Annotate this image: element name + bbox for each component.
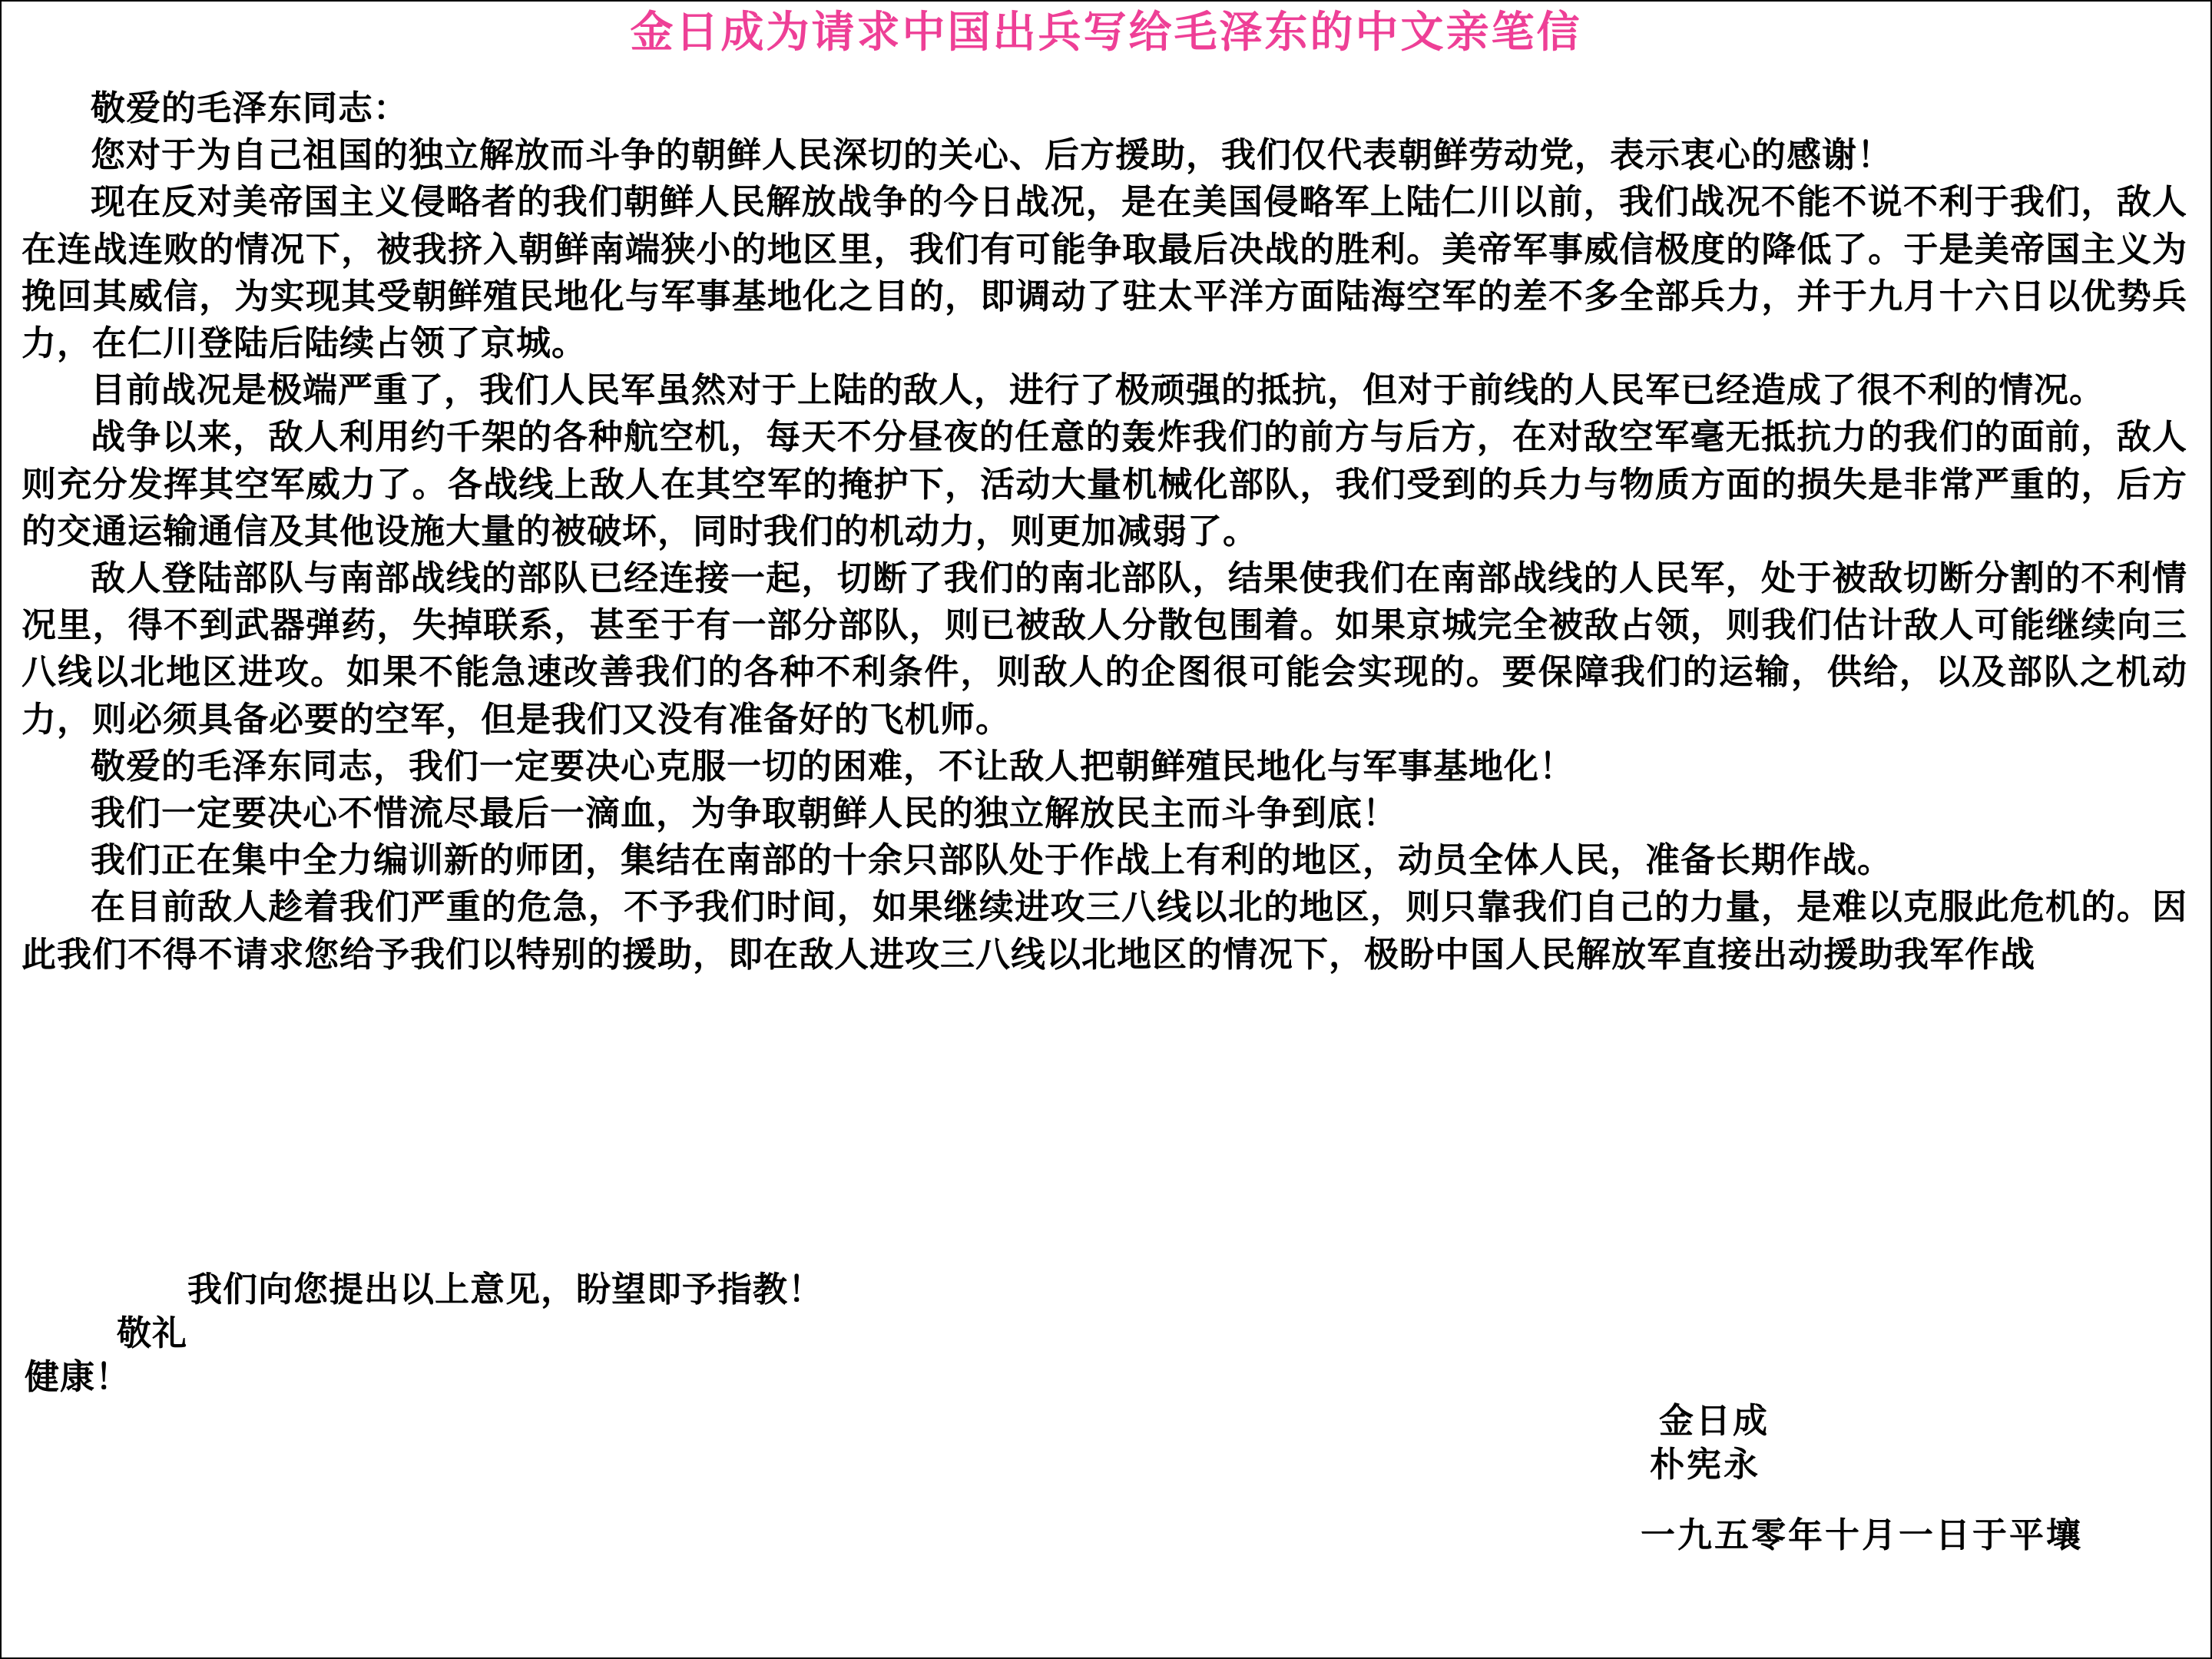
closing-salute: 敬礼 (117, 1313, 188, 1353)
closing-request: 我们向您提出以上意见，盼望即予指教！ (187, 1269, 824, 1310)
paragraph-air-war: 战争以来，敌人利用约千架的各种航空机，每天不分昼夜的任意的轰炸我们的前方与后方，在对敌空军毫无抵抗力的我们的面前，敌人则充分发挥其空军威力了。各战线上敌人在其空军的掩护下，活动大量机械化部队，我们受到的兵力与物质方面的损失是非常严重的，后方的交通运输通信及其他设施大量的被破坏，同时我们的机动力，则更加减弱了。 (22, 416, 2187, 551)
document-title: 金日成为请求中国出兵写给毛泽东的中文亲笔信 (630, 8, 1582, 58)
salutation: 敬爱的毛泽东同志： (91, 88, 409, 128)
paragraph-situation: 现在反对美帝国主义侵略者的我们朝鲜人民解放战争的今日战况，是在美国侵略军上陆仁川以前，我们战况不能不说不利于我们，敌人在连战连败的情况下，被我挤入朝鲜南端狭小的地区里，我们有可能争取最后决战的胜利。美帝军事威信极度的降低了。于是美帝国主义为挽回其威信，为实现其受朝鲜殖民地化与军事基地化之目的，即调动了驻太平洋方面陆海空军的差不多全部兵力，并于九月十六日以优势兵力，在仁川登陆后陆续占领了京城。 (22, 181, 2187, 364)
paragraph-serious: 目前战况是极端严重了，我们人民军虽然对于上陆的敌人，进行了极顽强的抵抗，但对于前线的人民军已经造成了很不利的情况。 (91, 369, 2105, 411)
paragraph-thanks: 您对于为自己祖国的独立解放而斗争的朝鲜人民深切的关心、后方援助，我们仅代表朝鲜劳动党，表示衷心的感谢！ (91, 134, 1893, 176)
signature-kim-il-sung: 金日成 (1659, 1400, 1770, 1441)
date-and-place: 一九五零年十月一日于平壤 (1641, 1515, 2084, 1555)
paragraph-training: 我们正在集中全力编训新的师团，集结在南部的十余只部队处于作战上有利的地区，动员全体人民，准备长期作战。 (91, 839, 1893, 881)
paragraph-resolve: 敬爱的毛泽东同志，我们一定要决心克服一切的困难，不让敌人把朝鲜殖民地化与军事基地化！ (91, 745, 1575, 786)
letter-body (22, 84, 2187, 978)
closing-wish: 健康！ (25, 1356, 131, 1397)
paragraph-cut-off: 敌人登陆部队与南部战线的部队已经连接一起，切断了我们的南北部队，结果使我们在南部战线的人民军，处于被敌切断分割的不利情况里，得不到武器弹药，失掉联系，甚至于有一部分部队，则已被敌人分散包围着。如果京城完全被敌占领，则我们估计敌人可能继续向三八线以北地区进攻。如果不能急速改善我们的各种不利条件，则敌人的企图很可能会实现的。要保障我们的运输，供给，以及部队之机动力，则必须具备必要的空军，但是我们又没有准备好的飞机师。 (22, 558, 2187, 740)
signature-pak-hon-yong: 朴宪永 (1650, 1444, 1761, 1485)
paragraph-last-drop: 我们一定要决心不惜流尽最后一滴血，为争取朝鲜人民的独立解放民主而斗争到底！ (91, 793, 1399, 834)
paragraph-request: 在目前敌人趁着我们严重的危急，不予我们时间，如果继续进攻三八线以北的地区，则只靠我们自己的力量，是难以克服此危机的。因此我们不得不请求您给予我们以特别的援助，即在敌人进攻三八线以北地区的情况下，极盼中国人民解放军直接出动援助我军作战 (22, 886, 2187, 975)
